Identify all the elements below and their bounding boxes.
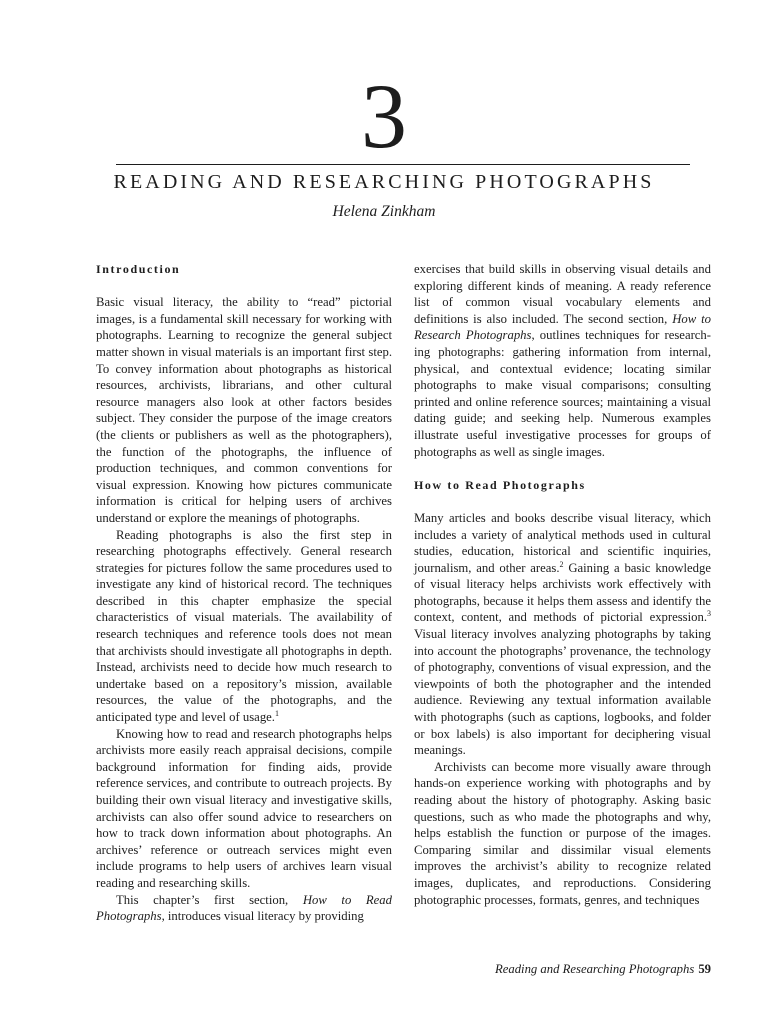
intro-paragraph-4: [96, 892, 392, 925]
running-head: Reading and Researching Photographs: [494, 962, 695, 976]
page-number: 59: [698, 962, 711, 976]
continued-text-a: exercises that build skills in observing visual details and exploring different kinds of meaning. A ready reference list of common visual vocabulary elements and definitions is also included. The second section,: [414, 262, 711, 326]
footnote-ref-1: 1: [274, 708, 279, 718]
section-heading-introduction: Introduction: [96, 262, 181, 276]
intro-paragraph-4-section-title: How to Read Photographs: [96, 892, 392, 924]
intro-paragraph-4-continued: [414, 261, 711, 460]
intro-paragraph-4-text-a: This chapter’s first section,: [116, 892, 303, 907]
section-heading-how-to-read: How to Read Photographs: [414, 477, 586, 492]
intro-paragraph-3: Knowing how to read and research photographs helps archivists more easily reach appraisal decisions, compile background information for finding aids, provide reference services, and contribute to outreach projects. By building their own visual literacy and investigative skills, archivists can also offer sound advice to researchers on how to track down information about photographs. An archives’ reference or outreach services might even include programs to help users of archives learn visual reading and researching skills.: [96, 726, 392, 890]
read-paragraph-1-text-b: Gaining a basic knowledge of visual literacy helps archivists work effectively with photographs, because it helps them assess and identify the context, content, and methods of pictorial expression.: [414, 560, 711, 625]
continued-text-c: , outlines techniques for researching photographs: gathering information from internal, physical, and contextual evidence; locating similar photographs to make visual comparisons; consulting printed and online reference sources; maintaining a visual dating guide; and seeking help. Numerous examples illustrate useful investigative processes for groups of photographs as well as single images.: [414, 328, 712, 459]
read-paragraph-2: Archivists can become more visually aware through hands-on experience working with photographs and by reading about the history of photography. Asking basic questions, such as who made the photographs and why, helps establish the function or purpose of the images. Comparing similar and dissimilar visual elements improves the archivist’s ability to recognize related images, duplicates, and reproductions. Considering photographic processes, formats, genres, and techniques: [414, 759, 711, 907]
title-rule: [116, 164, 690, 165]
intro-paragraph-4-text-c: , introduces visual literacy by providing: [161, 909, 364, 924]
chapter-title: READING AND RESEARCHING PHOTOGRAPHS: [113, 171, 655, 193]
intro-paragraph-1: Basic visual literacy, the ability to “read” pictorial images, is a fundamental skill necessary for working with photographs. Learning to recognize the general subject matter shown in visual materials is an important first step. To convey information about photographs as historical resources, archivists, librarians, and other cultural resource managers also look at other factors besides subject. They consider the purpose of the image creators (the clients or publishers as well as the photographers), the function of the photographs, the influence of production techniques, and common conventions for visual expression. Knowing how pictures communicate information is critical for helping users of archives understand or explore the meanings of photographs.: [96, 295, 392, 525]
left-column: [96, 261, 392, 925]
chapter-number: 3: [361, 65, 407, 167]
read-paragraph-1-text-a: Many articles and books describe visual literacy, which includes a variety of analytical methods used in cultural studies, education, historical and scientific inquiries, journalism, and other areas.: [414, 510, 711, 575]
right-column: [414, 261, 711, 908]
intro-paragraph-2: [96, 527, 392, 726]
intro-paragraph-2-text: Reading photographs is also the first step in researching photographs effectively. General research strategies for pictures follow the same procedures used to investigate any kind of historical record. The techniques described in this chapter emphasize the special characteristics of visual materials. The availability of research techniques and reference tools does not mean that archivists should investigate all photographs in depth. Instead, archivists need to decide how much research to undertake based on a repository’s mission, available resources, the value of the photographs, and the anticipated type and level of usage.: [96, 527, 392, 725]
continued-section-title: How to Research Photographs: [414, 311, 711, 343]
page-footer: [495, 962, 711, 977]
read-paragraph-1-text-c: Visual literacy involves analyzing photographs by taking into account the photographs’ provenance, the technology of photography, conventions of visual expression, and the viewpoints of both the photographer and the intended audience. Reviewing any textual information available with photographs (such as captions, logbooks, and folder or box labels) is also important for deciphering visual meanings.: [414, 627, 711, 758]
footnote-ref-3: 3: [707, 609, 711, 619]
read-paragraph-1: [414, 510, 711, 759]
footnote-ref-2: 2: [559, 559, 564, 569]
chapter-author: Helena Zinkham: [332, 203, 436, 220]
